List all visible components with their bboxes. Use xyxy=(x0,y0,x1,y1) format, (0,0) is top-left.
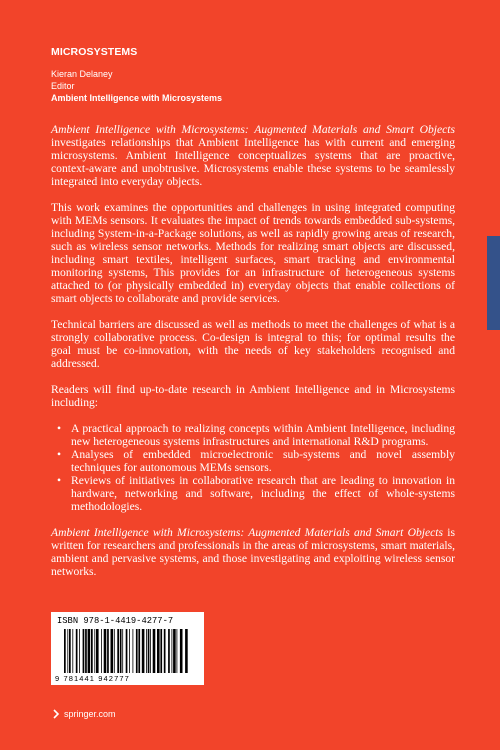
paragraph-readers: Readers will find up-to-date research in Ambient Intelligence and in Microsystems including: xyxy=(51,383,455,409)
barcode-bar xyxy=(173,629,176,673)
barcode-bar xyxy=(117,629,119,673)
barcode-bar xyxy=(172,629,173,673)
barcode-bar xyxy=(185,629,188,673)
side-tab xyxy=(487,236,500,330)
barcode-bar xyxy=(180,629,183,673)
barcode-bar xyxy=(133,629,134,673)
editor-role: Editor xyxy=(51,81,75,91)
editor-name: Kieran Delaney xyxy=(51,69,113,79)
barcode-bar xyxy=(153,629,156,673)
barcode-bar xyxy=(83,629,85,673)
series-name: MICROSYSTEMS xyxy=(51,46,138,58)
barcode-bar xyxy=(72,629,73,673)
list-item: • Analyses of embedded microelectronic sub-systems and novel assembly techniques for autonomous MEMs sensors. xyxy=(71,448,455,474)
barcode-bar xyxy=(101,629,102,673)
barcode-bar xyxy=(94,629,95,673)
book-title: Ambient Intelligence with Microsystems xyxy=(51,93,223,103)
barcode-bar xyxy=(157,629,160,673)
intro-book-title: Ambient Intelligence with Microsystems: Augmented Materials and Smart Objects xyxy=(51,123,455,136)
paragraph-intro xyxy=(51,123,455,188)
chevron-right-icon xyxy=(51,709,61,719)
publisher-link[interactable] xyxy=(51,709,116,719)
audience-book-title: Ambient Intelligence with Microsystems: Augmented Materials and Smart Objects xyxy=(51,526,443,539)
barcode-bar xyxy=(126,629,128,673)
book-meta xyxy=(51,68,222,104)
list-item: • Reviews of initiatives in collaborative research that are leading to innovation in hardware, networking and software, including the effect of whole-systems methodologies. xyxy=(71,474,455,513)
paragraph-barriers: Technical barriers are discussed as well as methods to meet the challenges of what is a strongly collaborative process. Co-design is integral to this; for optimal results the goal must be co-innovation, with the needs of key stakeholders recognised and addressed. xyxy=(51,318,455,370)
blurb xyxy=(51,123,455,591)
barcode-bar xyxy=(107,629,109,673)
barcode-bar xyxy=(164,629,166,673)
barcode-bar xyxy=(96,629,99,673)
barcode-bar xyxy=(129,629,130,673)
barcode-bar xyxy=(122,629,123,673)
isbn-label: ISBN 978-1-4419-4277-7 xyxy=(57,616,174,626)
barcode-bar xyxy=(67,629,68,673)
barcode-bar xyxy=(150,629,151,673)
barcode-bar xyxy=(168,629,170,673)
barcode-bar xyxy=(79,629,80,673)
intro-text: investigates relationships that Ambient Intelligence has with current and emerging microsystems. Ambient Intelligence conceptualizes systems that are proactive, context-aware and unobtrusive. Microsystems enable these systems to be seamlessly integrated into everyday objects. xyxy=(51,136,455,188)
barcode-bar xyxy=(148,629,150,673)
paragraph-overview: This work examines the opportunities and challenges in using integrated computing with MEMs sensors. It evaluates the impact of trends towards embedded sub-systems, including System-in-a-Package solutions, as well as rapidly growing areas of research, such as wireless sensor networks. Methods for realizing smart objects are discussed, including smart textiles, intelligent surfaces, smart tracking and environmental monitoring systems, This provides for an infrastructure of heterogeneous systems attached to (or physically embedded in) everyday objects that enable collections of smart objects to collaborate and provide services. xyxy=(51,201,455,305)
barcode-bar xyxy=(88,629,91,673)
barcode-bar xyxy=(69,629,71,673)
barcode-bar xyxy=(136,629,138,673)
barcode-bar xyxy=(138,629,140,673)
barcode-bar xyxy=(120,629,122,673)
barcode-bar xyxy=(142,629,145,673)
barcode-bar xyxy=(64,629,66,673)
paragraph-audience xyxy=(51,526,455,578)
barcode xyxy=(51,612,204,685)
barcode-bar xyxy=(160,629,162,673)
barcode-bar xyxy=(76,629,78,673)
audience-text: is written for researchers and professionals in the areas of microsystems, smart materials, ambient and pervasive systems, and those investigating and exploiting wireless sensor networks. xyxy=(51,526,455,578)
barcode-bar xyxy=(85,629,87,673)
barcode-number: 9 781441 942777 xyxy=(55,674,130,683)
barcode-bar xyxy=(114,629,115,673)
barcode-bar xyxy=(146,629,147,673)
feature-list xyxy=(51,422,455,513)
list-item: • A practical approach to realizing concepts within Ambient Intelligence, including new heterogeneous systems infrastructures and international R&D programs. xyxy=(71,422,455,448)
barcode-bar xyxy=(177,629,178,673)
barcode-bar xyxy=(104,629,107,673)
barcode-bar xyxy=(91,629,93,673)
barcode-bars xyxy=(64,629,192,673)
barcode-bar xyxy=(111,629,114,673)
publisher-url: springer.com xyxy=(64,709,116,719)
